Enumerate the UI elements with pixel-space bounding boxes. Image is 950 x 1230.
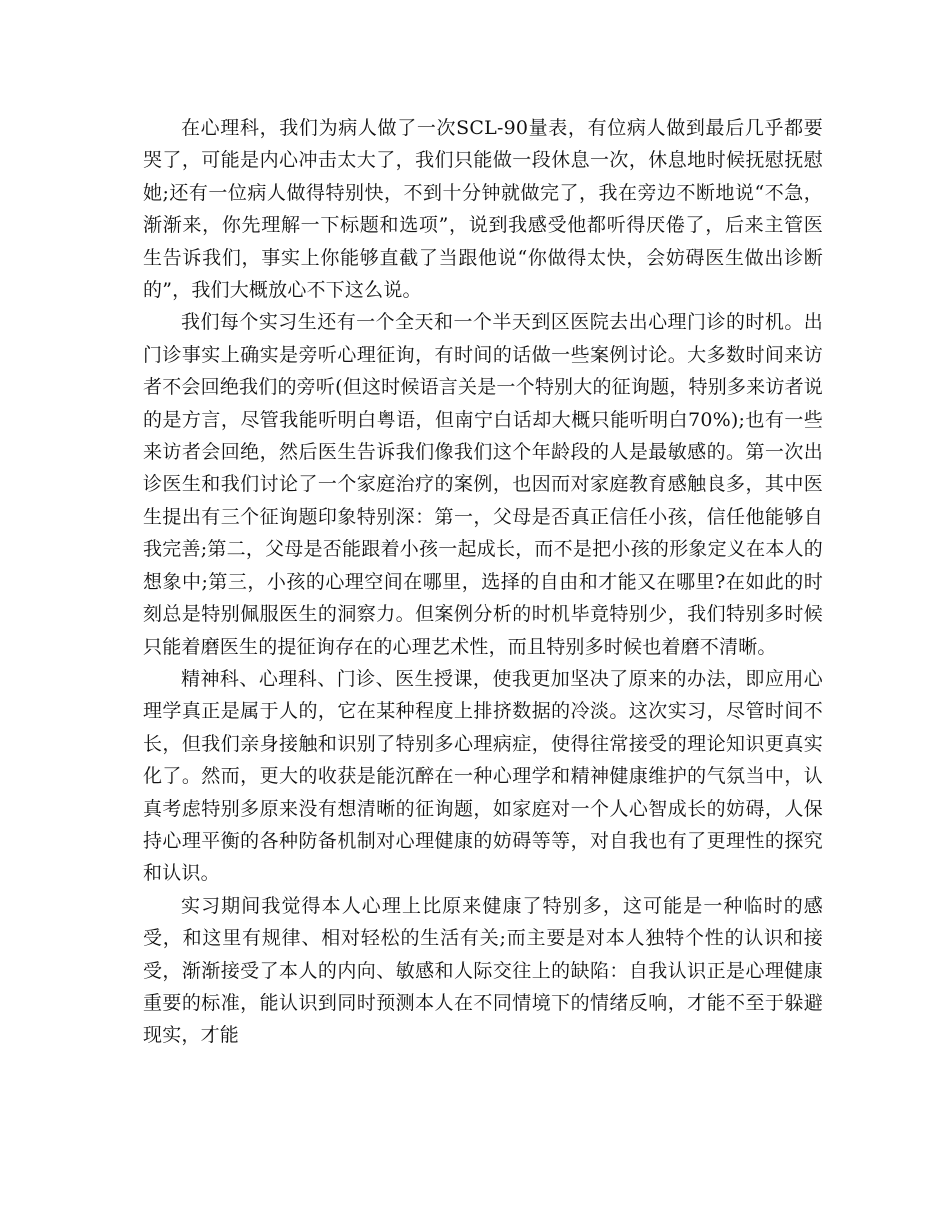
paragraph-gains: 精神科、心理科、门诊、医生授课，使我更加坚决了原来的办法，即应用心理学真正是属于人的，它在某种程度上排挤数据的冷淡。这次实习，尽管时间不长，但我们亲身接触和识别了特别多心理病症，使得往常接受的理论知识更真实化了。然而，更大的收获是能沉醉在一种心理学和精神健康维护的气氛当中，认真考虑特别多原来没有想清晰的征询题，如家庭对一个人心智成长的妨碍，人保持心理平衡的各种防备机制对心理健康的妨碍等等，对自我也有了更理性的探究和认识。 <box>143 667 823 885</box>
document-body <box>143 112 823 1052</box>
paragraph-self-awareness: 实习期间我觉得本人心理上比原来健康了特别多，这可能是一种临时的感受，和这里有规律、相对轻松的生活有关;而主要是对本人独特个性的认识和接受，渐渐接受了本人的内向、敏感和人际交往上的缺陷：自我认识正是心理健康重要的标准，能认识到同时预测本人在不同情境下的情绪反响，才能不至于躲避现实，才能 <box>143 894 823 1047</box>
paragraph-outpatient: 我们每个实习生还有一个全天和一个半天到区医院去出心理门诊的时机。出门诊事实上确实是旁听心理征询，有时间的话做一些案例讨论。大多数时间来访者不会回绝我们的旁听(但这时候语言关是一个特别大的征询题，特别多来访者说的是方言，尽管我能听明白粤语，但南宁白话却大概只能听明白70%);也有一些来访者会回绝，然后医生告诉我们像我们这个年龄段的人是最敏感的。第一次出诊医生和我们讨论了一个家庭治疗的案例，也因而对家庭教育感触良多，其中医生提出有三个征询题印象特别深：第一，父母是否真正信任小孩，信任他能够自我完善;第二，父母是否能跟着小孩一起成长，而不是把小孩的形象定义在本人的想象中;第三，小孩的心理空间在哪里，选择的自由和才能又在哪里?在如此的时刻总是特别佩服医生的洞察力。但案例分析的时机毕竟特别少，我们特别多时候只能着磨医生的提征询存在的心理艺术性，而且特别多时候也着磨不清晰。 <box>143 311 823 658</box>
paragraph-scl90: 在心理科，我们为病人做了一次SCL-90量表，有位病人做到最后几乎都要哭了，可能是内心冲击太大了，我们只能做一段休息一次，休息地时候抚慰抚慰她;还有一位病人做得特别快，不到十分钟就做完了，我在旁边不断地说“不急，渐渐来，你先理解一下标题和选项”，说到我感受他都听得厌倦了，后来主管医生告诉我们，事实上你能够直截了当跟他说“你做得太快，会妨碍医生做出诊断的”，我们大概放心不下这么说。 <box>143 117 823 302</box>
